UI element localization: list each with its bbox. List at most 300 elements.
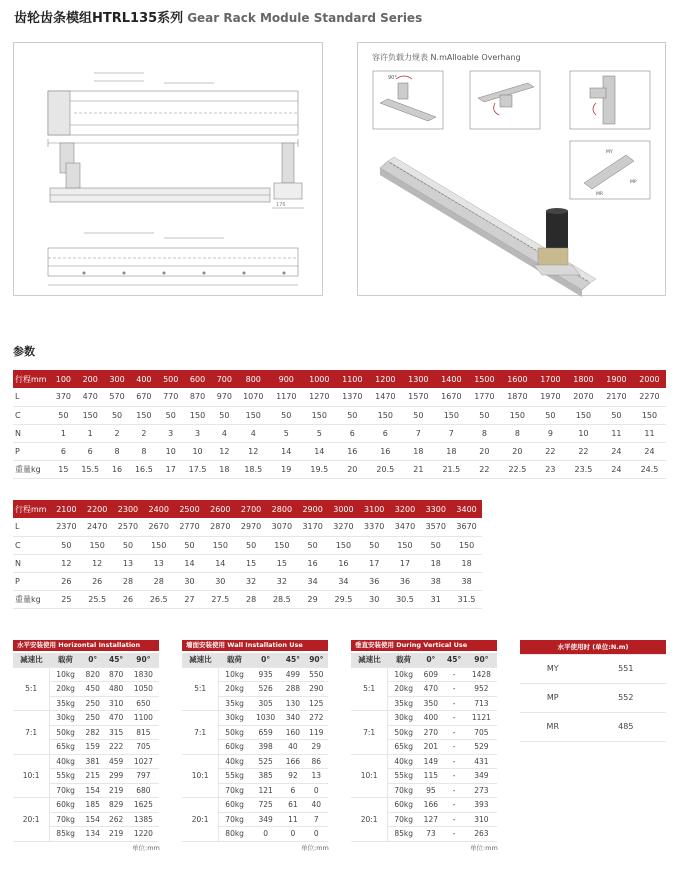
load-cell: 529 [466, 740, 497, 755]
spec-cell: 1 [51, 424, 76, 442]
spec-cell: 1500 [468, 370, 501, 388]
load-cell: 385 [250, 769, 281, 784]
spec-cell: 2600 [205, 500, 236, 518]
load-cell: 60kg [219, 740, 250, 755]
spec-cell: 6 [51, 442, 76, 460]
spec-cell: 50 [212, 406, 237, 424]
load-cell: 609 [419, 667, 442, 682]
load-cell: 55kg [50, 769, 81, 784]
spec-cell: 50 [174, 536, 205, 554]
spec-cell: 2770 [174, 518, 205, 536]
load-cell: 952 [466, 682, 497, 697]
spec-cell: 1300 [402, 370, 435, 388]
load-cell: - [443, 798, 466, 813]
spec-cell: 50 [236, 536, 267, 554]
spec-cell: 24.5 [633, 460, 666, 478]
load-cell: 315 [104, 725, 127, 740]
spec-row [13, 424, 666, 442]
load-cell: 526 [250, 682, 281, 697]
allowable-cell: MY [520, 654, 586, 683]
spec-cell: 16 [369, 442, 402, 460]
load-cell: 60kg [50, 798, 81, 813]
spec-cell: 600 [183, 370, 212, 388]
spec-row-label: P [13, 572, 51, 590]
spec-cell: 870 [183, 388, 212, 406]
load-row [351, 711, 497, 726]
spec-cell: 2570 [113, 518, 144, 536]
load-cell: 55kg [388, 769, 419, 784]
load-cell: 85kg [388, 827, 419, 842]
spec-cell: 2670 [143, 518, 174, 536]
spec-cell: 1700 [534, 370, 567, 388]
load-cell: 85kg [50, 827, 81, 842]
load-cell: 0 [305, 827, 328, 842]
spec-cell: 18 [402, 442, 435, 460]
spec-cell: 150 [237, 406, 270, 424]
spec-cell: 2000 [633, 370, 666, 388]
load-cell: 134 [81, 827, 104, 842]
load-header-row [182, 653, 328, 667]
load-cell: 935 [250, 667, 281, 682]
spec-cell: 22 [567, 442, 600, 460]
spec-cell: 31 [420, 590, 451, 608]
load-cell: 10kg [50, 667, 81, 682]
load-cell: 40 [305, 798, 328, 813]
spec-row-label: 重量kg [13, 590, 51, 608]
spec-cell: 100 [51, 370, 76, 388]
load-cell: 310 [104, 696, 127, 711]
spec-cell: 1370 [336, 388, 369, 406]
spec-header-row [13, 370, 666, 388]
spec-cell: 2700 [236, 500, 267, 518]
mp-label: MP [630, 180, 637, 185]
spec-cell: 18.5 [237, 460, 270, 478]
load-cell: - [443, 783, 466, 798]
load-cell: 680 [128, 783, 159, 798]
unit-note: 单位:mm [132, 844, 160, 852]
spec-cell: 14 [270, 442, 303, 460]
spec-cell: 700 [212, 370, 237, 388]
load-cell: 310 [466, 812, 497, 827]
load-header-cell: 90° [128, 653, 159, 667]
spec-cell: 1000 [303, 370, 336, 388]
spec-cell: 2300 [113, 500, 144, 518]
load-row [13, 798, 159, 813]
spec-cell: 150 [633, 406, 666, 424]
spec-cell: 2270 [633, 388, 666, 406]
spec-cell: 150 [435, 406, 468, 424]
spec-cell: 400 [129, 370, 158, 388]
spec-cell: 1400 [435, 370, 468, 388]
allowable-row [520, 712, 666, 741]
load-row [351, 667, 497, 682]
spec-cell: 970 [212, 388, 237, 406]
ratio-cell: 5:1 [182, 667, 219, 711]
spec-cell: 30 [359, 590, 390, 608]
spec-cell: 1200 [369, 370, 402, 388]
ratio-cell: 10:1 [13, 754, 50, 798]
spec-cell: 12 [212, 442, 237, 460]
spec-cell: 3 [158, 424, 183, 442]
spec-cell: 150 [129, 406, 158, 424]
spec-cell: 50 [51, 536, 82, 554]
allowable-header: 水平使用时 (单位:N.m) [520, 640, 666, 654]
load-row [351, 798, 497, 813]
spec-cell: 12 [51, 554, 82, 572]
load-row [13, 754, 159, 769]
load-cell: 0 [281, 827, 304, 842]
spec-cell: 200 [76, 370, 105, 388]
load-cell: 55kg [219, 769, 250, 784]
spec-cell: 18 [212, 460, 237, 478]
ratio-cell: 7:1 [351, 711, 388, 755]
spec-cell: 2500 [174, 500, 205, 518]
spec-cell: 14 [174, 554, 205, 572]
load-header-cell: 90° [466, 653, 497, 667]
load-cell: 470 [419, 682, 442, 697]
spec-cell: 26 [113, 590, 144, 608]
spec-cell: 2970 [236, 518, 267, 536]
spec-cell: 1170 [270, 388, 303, 406]
spec-row-label: C [13, 536, 51, 554]
spec-cell: 25 [51, 590, 82, 608]
ratio-cell: 20:1 [13, 798, 50, 842]
load-cell: 340 [281, 711, 304, 726]
spec-cell: 13 [143, 554, 174, 572]
load-cell: 290 [305, 682, 328, 697]
load-cell: 35kg [388, 696, 419, 711]
spec-table-2 [13, 500, 482, 609]
load-cell: 40kg [219, 754, 250, 769]
load-cell: 288 [281, 682, 304, 697]
unit-note: 单位:mm [470, 844, 498, 852]
spec-row-label: L [13, 388, 51, 406]
spec-cell: 3070 [266, 518, 297, 536]
spec-cell: 10 [183, 442, 212, 460]
my-label: MY [606, 150, 613, 155]
allowable-moment-table [520, 640, 666, 742]
spec-row [13, 388, 666, 406]
load-row [182, 711, 328, 726]
spec-cell: 3670 [451, 518, 482, 536]
spec-cell: 4 [212, 424, 237, 442]
spec-cell: 10 [567, 424, 600, 442]
spec-cell: 670 [129, 388, 158, 406]
load-cell: 11 [281, 812, 304, 827]
spec-cell: 3470 [390, 518, 421, 536]
load-cell: 92 [281, 769, 304, 784]
spec-row-label: 行程mm [13, 500, 51, 518]
spec-cell: 150 [567, 406, 600, 424]
load-cell: 70kg [50, 812, 81, 827]
spec-cell: 50 [158, 406, 183, 424]
spec-cell: 800 [237, 370, 270, 388]
spec-cell: 50 [468, 406, 501, 424]
spec-cell: 50 [105, 406, 130, 424]
spec-cell: 22 [534, 442, 567, 460]
spec-cell: 50 [359, 536, 390, 554]
load-cell: 159 [81, 740, 104, 755]
load-cell: 272 [305, 711, 328, 726]
spec-cell: 3570 [420, 518, 451, 536]
load-cell: 282 [81, 725, 104, 740]
load-cell: 381 [81, 754, 104, 769]
spec-cell: 28 [113, 572, 144, 590]
load-cell: 60kg [219, 798, 250, 813]
load-cell: 130 [281, 696, 304, 711]
spec-cell: 150 [328, 536, 359, 554]
allowable-cell: 551 [586, 654, 666, 683]
spec-cell: 6 [336, 424, 369, 442]
spec-cell: 570 [105, 388, 130, 406]
load-cell: 1428 [466, 667, 497, 682]
spec-cell: 370 [51, 388, 76, 406]
load-cell: - [443, 754, 466, 769]
load-cell: 870 [104, 667, 127, 682]
spec-cell: 29.5 [328, 590, 359, 608]
load-cell: 350 [419, 696, 442, 711]
spec-cell: 2200 [82, 500, 113, 518]
ratio-cell: 20:1 [182, 798, 219, 842]
spec-row [13, 406, 666, 424]
load-header-cell: 减速比 [13, 653, 50, 667]
load-cell: 431 [466, 754, 497, 769]
angle-90-label: 90° [388, 75, 397, 81]
spec-cell: 5 [270, 424, 303, 442]
load-cell: 222 [104, 740, 127, 755]
technical-drawing-panel [13, 42, 323, 296]
spec-cell: 2900 [297, 500, 328, 518]
spec-cell: 38 [420, 572, 451, 590]
load-cell: 10kg [388, 667, 419, 682]
load-cell: 1625 [128, 798, 159, 813]
load-table-label-vertical: 垂直安装使用 During Vertical Use [351, 640, 497, 651]
spec-cell: 24 [633, 442, 666, 460]
load-cell: 250 [81, 711, 104, 726]
spec-cell: 150 [205, 536, 236, 554]
spec-cell: 23.5 [567, 460, 600, 478]
load-cell: 219 [104, 783, 127, 798]
spec-cell: 50 [297, 536, 328, 554]
spec-cell: 2470 [82, 518, 113, 536]
load-cell: 50kg [50, 725, 81, 740]
spec-cell: 19.5 [303, 460, 336, 478]
spec-cell: 150 [76, 406, 105, 424]
spec-cell: 2800 [266, 500, 297, 518]
load-row [13, 667, 159, 682]
spec-cell: 13 [113, 554, 144, 572]
load-cell: 0 [250, 827, 281, 842]
spec-cell: 6 [369, 424, 402, 442]
load-cell: 50kg [388, 725, 419, 740]
load-cell: 1027 [128, 754, 159, 769]
dim-176: 176 [276, 202, 286, 208]
spec-cell: 2400 [143, 500, 174, 518]
load-cell: - [443, 740, 466, 755]
spec-cell: 24 [600, 460, 633, 478]
load-cell: 1121 [466, 711, 497, 726]
page-title [14, 7, 422, 26]
load-cell: 815 [128, 725, 159, 740]
load-cell: 185 [81, 798, 104, 813]
spec-row-label: P [13, 442, 51, 460]
load-cell: 60kg [388, 798, 419, 813]
spec-row [13, 590, 482, 608]
spec-cell: 150 [451, 536, 482, 554]
ratio-cell: 10:1 [351, 754, 388, 798]
load-header-cell: 减速比 [351, 653, 388, 667]
spec-cell: 22.5 [501, 460, 534, 478]
load-cell: 820 [81, 667, 104, 682]
spec-cell: 15 [266, 554, 297, 572]
load-header-row [351, 653, 497, 667]
load-cell: 40 [281, 740, 304, 755]
load-cell: 349 [250, 812, 281, 827]
load-cell: 480 [104, 682, 127, 697]
spec-row [13, 536, 482, 554]
spec-cell: 7 [402, 424, 435, 442]
load-cell: 393 [466, 798, 497, 813]
spec-cell: 1470 [369, 388, 402, 406]
spec-cell: 15.5 [76, 460, 105, 478]
load-cell: 550 [305, 667, 328, 682]
spec-cell: 16 [336, 442, 369, 460]
spec-cell: 50 [113, 536, 144, 554]
load-cell: 0 [305, 783, 328, 798]
technical-drawing [14, 43, 324, 297]
load-cell: 1050 [128, 682, 159, 697]
load-cell: 29 [305, 740, 328, 755]
spec-cell: 16 [297, 554, 328, 572]
load-cell: 154 [81, 783, 104, 798]
spec-cell: 30 [174, 572, 205, 590]
spec-cell: 36 [390, 572, 421, 590]
spec-cell: 1 [76, 424, 105, 442]
spec-cell: 150 [82, 536, 113, 554]
load-cell: 400 [419, 711, 442, 726]
load-cell: 70kg [388, 812, 419, 827]
load-cell: 119 [305, 725, 328, 740]
load-row [351, 754, 497, 769]
load-cell: - [443, 696, 466, 711]
load-cell: - [443, 711, 466, 726]
load-cell: - [443, 812, 466, 827]
spec-cell: 29 [297, 590, 328, 608]
spec-cell: 7 [435, 424, 468, 442]
spec-cell: 8 [105, 442, 130, 460]
spec-cell: 12 [237, 442, 270, 460]
spec-cell: 28 [143, 572, 174, 590]
load-cell: - [443, 827, 466, 842]
load-cell: 349 [466, 769, 497, 784]
allowable-cell: 485 [586, 712, 666, 741]
spec-cell: 770 [158, 388, 183, 406]
load-cell: 30kg [50, 711, 81, 726]
spec-cell: 1270 [303, 388, 336, 406]
spec-cell: 26 [51, 572, 82, 590]
load-cell: 40kg [50, 754, 81, 769]
spec-cell: 28 [236, 590, 267, 608]
spec-cell: 1600 [501, 370, 534, 388]
spec-cell: 16 [105, 460, 130, 478]
load-cell: 30kg [219, 711, 250, 726]
load-cell: 70kg [50, 783, 81, 798]
load-row [182, 798, 328, 813]
spec-cell: 3300 [420, 500, 451, 518]
load-cell: 1830 [128, 667, 159, 682]
spec-cell: 6 [76, 442, 105, 460]
spec-row [13, 442, 666, 460]
load-cell: 65kg [50, 740, 81, 755]
spec-cell: 150 [303, 406, 336, 424]
spec-cell: 10 [158, 442, 183, 460]
load-cell: 262 [104, 812, 127, 827]
allowable-header-row [520, 640, 666, 654]
load-cell: - [443, 725, 466, 740]
overhang-title: 容许负载力规表 N.mAlloable Overhang [372, 53, 521, 62]
spec-cell: 2070 [567, 388, 600, 406]
spec-row [13, 518, 482, 536]
load-header-cell: 45° [281, 653, 304, 667]
spec-cell: 31.5 [451, 590, 482, 608]
load-cell: 470 [104, 711, 127, 726]
spec-table-1 [13, 370, 666, 479]
spec-cell: 18 [420, 554, 451, 572]
load-table-label-horizontal: 水平安装使用 Horizontal Installation [13, 640, 159, 651]
load-cell: 305 [250, 696, 281, 711]
spec-cell: 22 [468, 460, 501, 478]
spec-cell: 50 [534, 406, 567, 424]
spec-cell: 500 [158, 370, 183, 388]
ratio-cell: 20:1 [351, 798, 388, 842]
spec-header-row [13, 500, 482, 518]
load-cell: 95 [419, 783, 442, 798]
load-row [13, 711, 159, 726]
spec-cell: 150 [183, 406, 212, 424]
spec-cell: 2 [129, 424, 158, 442]
load-header-cell: 载荷 [388, 653, 419, 667]
title-cn: 齿轮齿条模组HTRL135系列 [14, 11, 184, 26]
load-cell: 125 [305, 696, 328, 711]
spec-cell: 3370 [359, 518, 390, 536]
spec-cell: 2370 [51, 518, 82, 536]
spec-cell: 34 [328, 572, 359, 590]
spec-cell: 1670 [435, 388, 468, 406]
load-cell: 273 [466, 783, 497, 798]
load-cell: 20kg [388, 682, 419, 697]
load-table-vertical [351, 653, 497, 842]
load-row [182, 667, 328, 682]
load-cell: 80kg [219, 827, 250, 842]
spec-cell: 150 [143, 536, 174, 554]
load-cell: 250 [81, 696, 104, 711]
spec-cell: 27.5 [205, 590, 236, 608]
spec-row-label: N [13, 554, 51, 572]
load-cell: 725 [250, 798, 281, 813]
spec-cell: 4 [237, 424, 270, 442]
spec-cell: 25.5 [82, 590, 113, 608]
spec-cell: 8 [468, 424, 501, 442]
load-cell: 65kg [388, 740, 419, 755]
load-cell: 829 [104, 798, 127, 813]
load-cell: 86 [305, 754, 328, 769]
spec-cell: 17 [359, 554, 390, 572]
load-cell: 20kg [219, 682, 250, 697]
overhang-figures [358, 43, 667, 297]
load-cell: 1220 [128, 827, 159, 842]
spec-cell: 32 [236, 572, 267, 590]
load-cell: 20kg [50, 682, 81, 697]
